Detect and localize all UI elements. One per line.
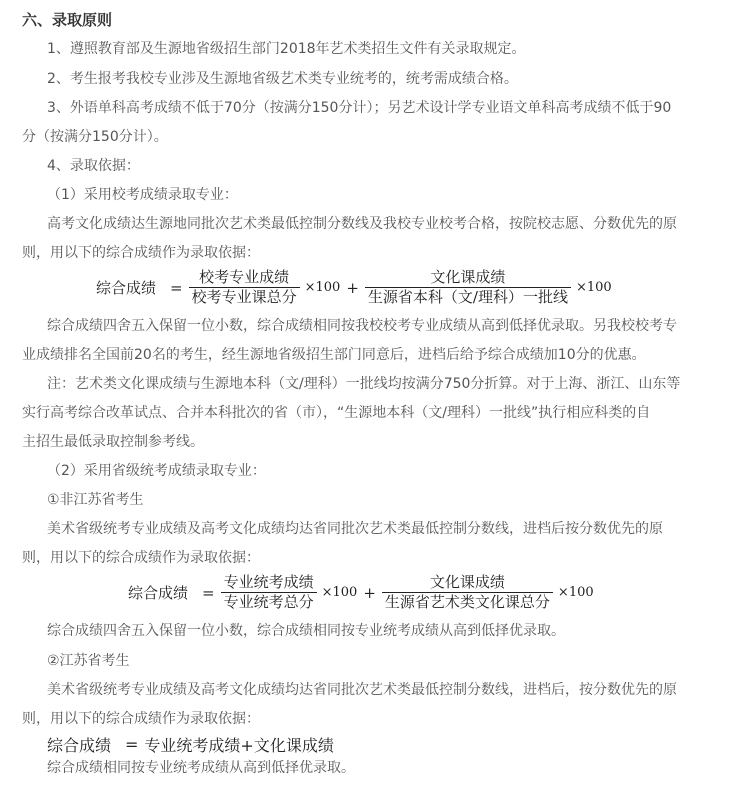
rule-3-cont: 分（按满分150分计）。 [22,129,168,145]
part1-note-3: 注：艺术类文化课成绩与生源地本科（文/理科）一批线均按满分750分折算。对于上海、浙江、山东等 [47,376,681,392]
formula-1-multiplier-1: ×100 [304,280,341,295]
formula-1-numerator-2: 文化课成绩 [430,268,506,286]
formula-3 [47,733,334,756]
formula-1-numerator-1: 校考专业成绩 [199,268,290,286]
formula-2-multiplier-1: ×100 [321,585,358,600]
part2-sub2-intro-2: 则，用以下的综合成绩作为录取依据： [22,711,260,727]
section-title: 六、录取原则 [22,11,113,29]
formula-1-lhs: 综合成绩 [96,279,157,297]
formula-2-lhs: 综合成绩 [128,584,189,602]
part1-note-5: 主招生最低录取控制参考线。 [22,434,204,450]
formula-1-multiplier-2: ×100 [575,280,612,295]
formula-2-plus: + [363,583,376,602]
rule-1: 1、遵照教育部及生源地省级招生部门2018年艺术类招生文件有关录取规定。 [47,41,526,57]
part2-heading: （2）采用省级统考成绩录取专业： [47,463,266,479]
formula-2-equals: = [202,583,215,602]
part2-sub2-note: 综合成绩相同按专业统考成绩从高到低择优录取。 [47,760,355,776]
part2-sub1-intro-2: 则，用以下的综合成绩作为录取依据： [22,550,260,566]
formula-2-denominator-2: 生源省艺术类文化课总分 [382,592,553,612]
part1-note-4: 实行高考综合改革试点、合并本科批次的省（市），“生源地本科（文/理科）一批线”执行相应科类的自 [22,405,651,421]
part2-sub1-title: ①非江苏省考生 [47,492,144,508]
part1-note-1: 综合成绩四舍五入保留一位小数，综合成绩相同按我校校考专业成绩从高到低择优录取。另我校校考专 [47,318,677,334]
formula-2-denominator-1: 专业统考总分 [221,592,317,612]
formula-2-fraction-1 [221,573,317,612]
formula-3-lhs: 综合成绩 [47,736,112,755]
formula-2-numerator-1: 专业统考成绩 [223,573,314,591]
formula-1-denominator-1: 校考专业课总分 [189,287,300,307]
formula-2-numerator-2: 文化课成绩 [429,573,505,591]
part2-sub1-note: 综合成绩四舍五入保留一位小数，综合成绩相同按专业统考成绩从高到低择优录取。 [47,623,565,639]
part2-sub2-title: ②江苏省考生 [47,653,130,669]
part1-note-2: 业成绩排名全国前20名的考生，经生源地省级招生部门同意后，进档后给予综合成绩加10分的优惠。 [22,347,646,363]
part1-intro-2: 则，用以下的综合成绩作为录取依据： [22,245,260,261]
part1-intro-1: 高考文化成绩达生源地同批次艺术类最低控制分数线及我校专业校考合格，按院校志愿、分数优先的原 [47,216,677,232]
formula-2 [128,573,594,612]
formula-1-fraction-1 [189,268,300,307]
formula-1 [96,268,612,307]
part2-sub2-intro-1: 美术省级统考专业成绩及高考文化成绩均达省同批次艺术类最低控制分数线，进档后，按分数优先的原 [47,682,677,698]
rule-2: 2、考生报考我校专业涉及生源地省级艺术类专业统考的，统考需成绩合格。 [47,71,518,87]
formula-3-equals: = [125,735,139,754]
formula-1-fraction-2 [365,268,571,307]
rule-4: 4、录取依据： [47,158,140,174]
formula-1-plus: + [346,278,359,297]
part1-heading: （1）采用校考成绩录取专业： [47,187,238,203]
formula-1-denominator-2: 生源省本科（文/理科）一批线 [365,287,571,307]
formula-3-expression: 专业统考成绩+文化课成绩 [144,736,334,755]
part2-sub1-intro-1: 美术省级统考专业成绩及高考文化成绩均达省同批次艺术类最低控制分数线，进档后按分数优先的原 [47,521,663,537]
formula-2-multiplier-2: ×100 [557,585,594,600]
formula-1-equals: = [170,278,183,297]
formula-2-fraction-2 [382,573,553,612]
rule-3: 3、外语单科高考成绩不低于70分（按满分150分计）；另艺术设计学专业语文单科高考成绩不低于90 [47,100,672,116]
